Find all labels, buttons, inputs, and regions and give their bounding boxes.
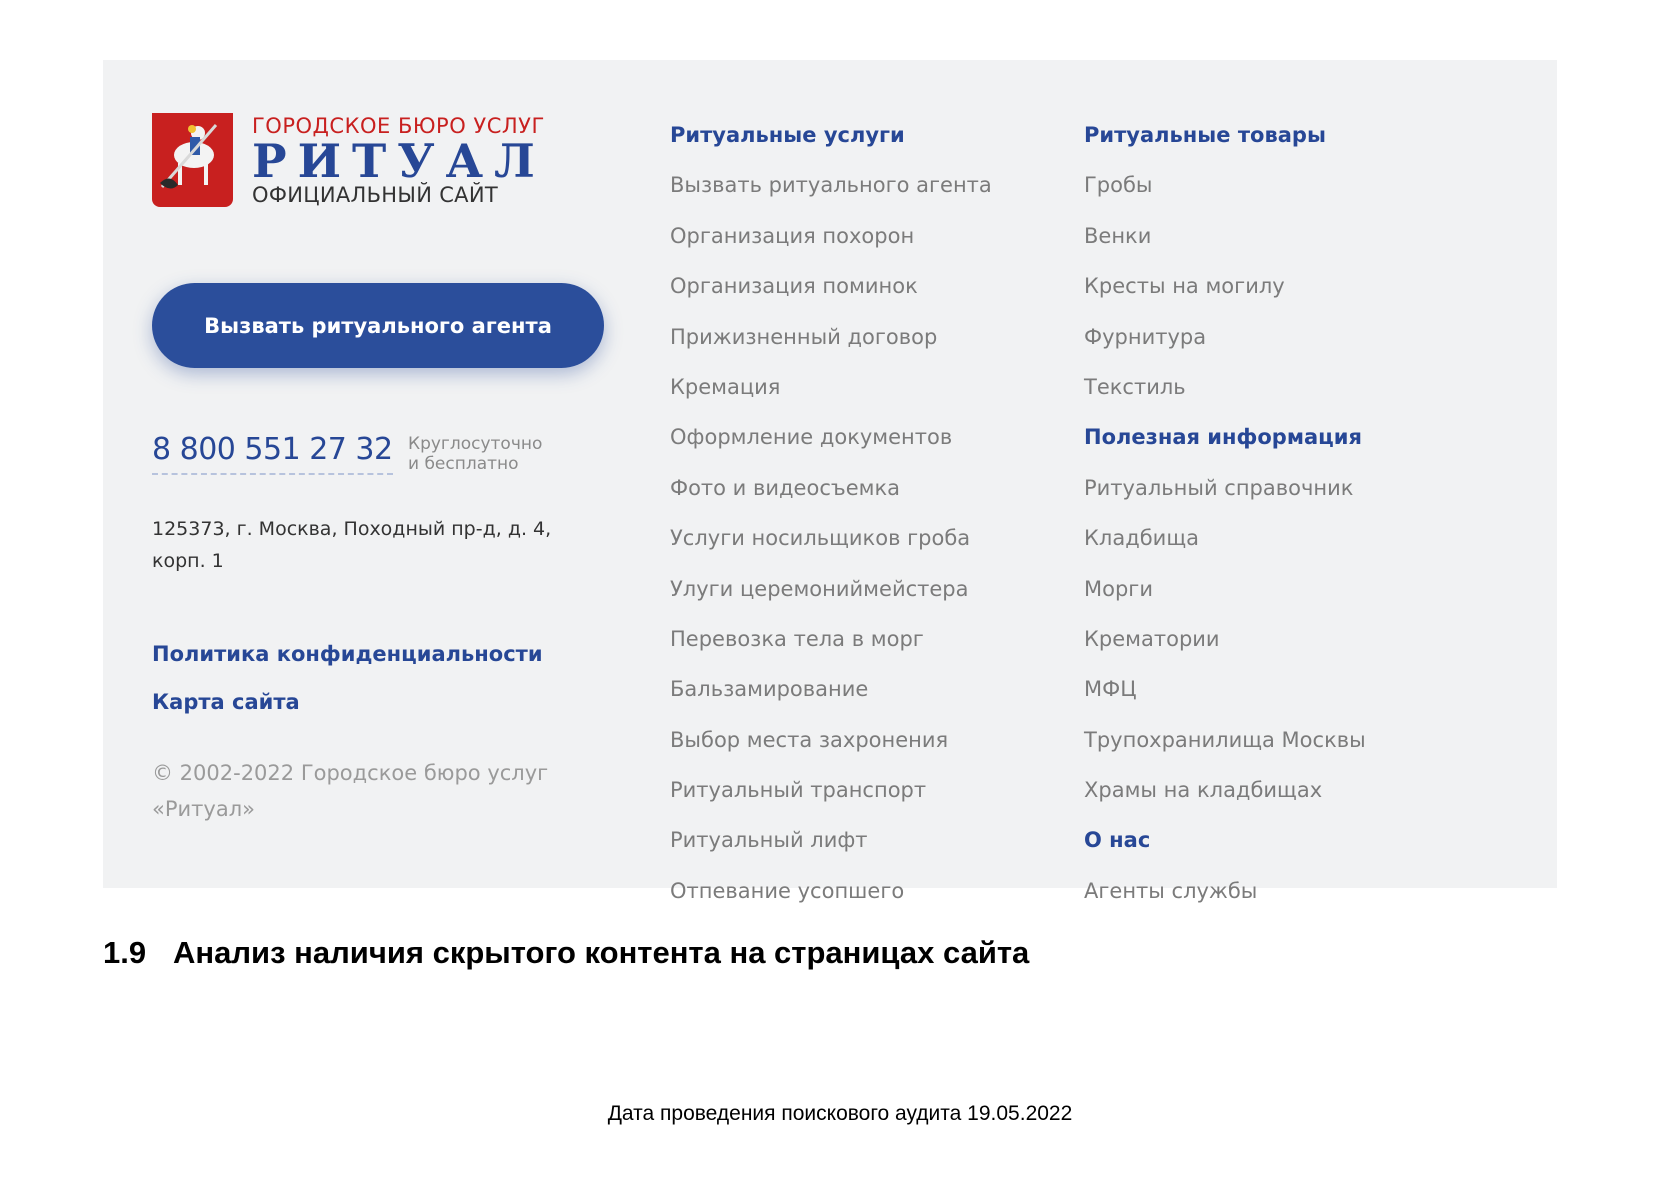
footer-menu-link[interactable]: Морги: [1084, 576, 1153, 601]
footer-menu-heading[interactable]: Полезная информация: [1084, 425, 1362, 450]
footer-menu-heading[interactable]: Ритуальные услуги: [670, 123, 905, 147]
phone-note-line: и бесплатно: [408, 454, 519, 474]
section-number: 1.9: [103, 935, 147, 970]
footer-menu-link[interactable]: Фурнитура: [1084, 324, 1207, 349]
footer-menu-link[interactable]: Вызвать ритуального агента: [670, 173, 992, 198]
footer-menu-link[interactable]: Трупохранилища Москвы: [1084, 727, 1366, 752]
address-line: 125373, г. Москва, Походный пр-д, д. 4,: [152, 518, 552, 540]
footer-menu-link[interactable]: Фото и видеосъемка: [670, 475, 901, 500]
section-title: Анализ наличия скрытого контента на страницах сайта: [173, 935, 1030, 970]
footer-menu-link[interactable]: Перевозка тела в морг: [670, 626, 924, 651]
footer-menu-link[interactable]: Услуги носильщиков гроба: [670, 526, 971, 551]
logo-title: РИТУАЛ: [252, 134, 546, 188]
footer-menu-link[interactable]: Выбор места захронения: [670, 727, 949, 752]
footer-menu-link[interactable]: Гробы: [1084, 173, 1153, 198]
footer-menu-link[interactable]: Кресты на могилу: [1084, 274, 1285, 299]
phone-link[interactable]: 8 800 551 27 32: [152, 432, 393, 475]
footer-menu-link[interactable]: Улуги церемониймейстера: [670, 576, 969, 601]
footer-menu-link[interactable]: Ритуальный транспорт: [670, 778, 927, 803]
footer-menu-link[interactable]: Оформление документов: [670, 425, 953, 450]
footer-menu-link[interactable]: Храмы на кладбищах: [1084, 778, 1323, 803]
section-heading: [103, 935, 1029, 971]
footer-menu-link[interactable]: Прижизненный договор: [670, 324, 938, 349]
address: [152, 513, 572, 577]
footer-screenshot: [103, 60, 1557, 903]
footer-menu-link[interactable]: Крематории: [1084, 626, 1220, 651]
footer-menu-link[interactable]: Текстиль: [1084, 374, 1186, 399]
call-agent-button[interactable]: Вызвать ритуального агента: [152, 283, 604, 368]
address-line: корп. 1: [152, 550, 224, 572]
moscow-coat-of-arms-icon: [152, 113, 233, 207]
footer-menu-link[interactable]: Венки: [1084, 223, 1152, 248]
privacy-policy-link[interactable]: Политика конфиденциальности: [152, 642, 543, 666]
copyright-line: «Ритуал»: [152, 797, 255, 821]
logo-subtitle: ОФИЦИАЛЬНЫЙ САЙТ: [252, 183, 498, 207]
footer-menu-link[interactable]: Бальзамирование: [670, 677, 869, 702]
footer-menu-link[interactable]: Организация поминок: [670, 274, 918, 299]
copyright-line: © 2002-2022 Городское бюро услуг: [152, 761, 549, 785]
footer-menu-link[interactable]: Ритуальный справочник: [1084, 475, 1354, 500]
footer-menu-link[interactable]: Кладбища: [1084, 526, 1199, 551]
copyright: [152, 755, 582, 827]
phone-note: [408, 434, 568, 474]
footer-menu-link[interactable]: МФЦ: [1084, 677, 1137, 702]
footer-menu-link[interactable]: Организация похорон: [670, 223, 915, 248]
logo-top-line: ГОРОДСКОЕ БЮРО УСЛУГ: [252, 114, 545, 138]
footer-menu-link[interactable]: Ритуальный лифт: [670, 828, 868, 853]
services-column: [670, 110, 992, 916]
footer-menu-heading[interactable]: Ритуальные товары: [1084, 123, 1326, 147]
footer-menu-link[interactable]: Агенты службы: [1084, 878, 1258, 903]
sitemap-link[interactable]: Карта сайта: [152, 690, 300, 714]
phone-note-line: Круглосуточно: [408, 434, 543, 454]
products-info-column: [1084, 110, 1366, 916]
page-footer: Дата проведения поискового аудита 19.05.2022: [607, 1102, 1073, 1125]
site-logo[interactable]: [152, 113, 546, 207]
footer-menu-link[interactable]: Отпевание усопшего: [670, 878, 905, 903]
footer-menu-heading[interactable]: О нас: [1084, 828, 1151, 853]
footer-menu-link[interactable]: Кремация: [670, 374, 781, 399]
